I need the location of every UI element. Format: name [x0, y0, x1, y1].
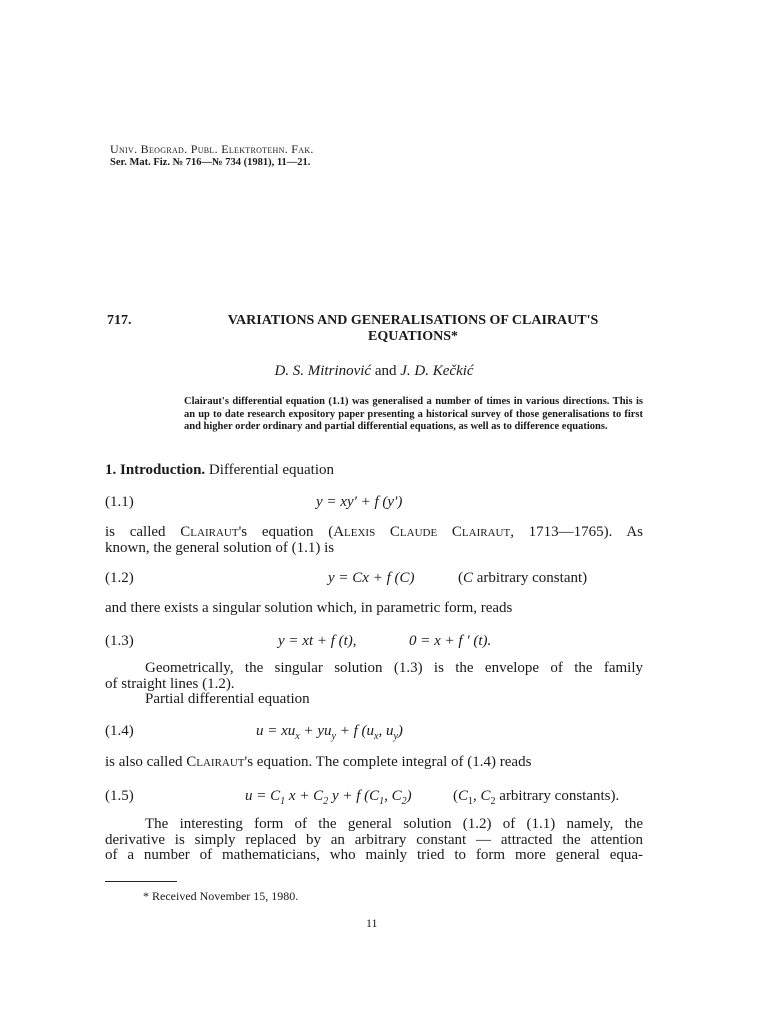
note-text: arbitrary constant): [476, 570, 588, 586]
eq-1-5-note: ($C_1$, $C_2$ arbitrary constants).: [453, 788, 620, 807]
eq-1-5: $u = C_1$ $x + C_2$ y + f ($C_1$, $C_2$): [245, 788, 412, 807]
text-line: known, the general solution of (1.1) is: [105, 539, 335, 556]
text-fragment: 's equation. The complete integral of (1.4) reads: [244, 754, 532, 770]
paper-number: 717.: [107, 313, 132, 328]
eq-1-4-label: (1.4): [105, 723, 134, 739]
author-2: J. D. Kečkić: [400, 363, 474, 379]
eq-1-3-a: y = xt + f (t),: [278, 633, 357, 649]
note-text: arbitrary constants).: [499, 788, 620, 804]
eq-1-1: y = xy′ + f (y′): [316, 494, 403, 510]
section-heading: 1. Introduction.: [105, 462, 206, 478]
author-1: D. S. Mitrinović: [274, 363, 372, 379]
name-full: Alexis Claude Clairaut: [333, 524, 511, 540]
section-intro-line: [105, 463, 643, 479]
paragraph-complete-integral: [105, 755, 643, 771]
text-fragment: is also called: [105, 754, 183, 770]
eq-1-3-label: (1.3): [105, 633, 134, 649]
journal-line: Univ. Beograd. Publ. Elektrotehn. Fak.: [110, 142, 314, 156]
page-number: 11: [366, 916, 378, 930]
paragraph-geometric: [105, 661, 643, 708]
paragraph-interesting-form: [105, 817, 643, 864]
text-line: and there exists a singular solution which, in parametric form, reads: [105, 600, 513, 616]
eq-1-2: y = Cx + f (C): [328, 570, 415, 586]
text-fragment: 's equation (: [238, 524, 334, 540]
authors: [105, 363, 643, 380]
section-intro-text: Differential equation: [208, 462, 335, 478]
footnote-rule: [105, 881, 177, 882]
paper-title-line1: VARIATIONS AND GENERALISATIONS OF CLAIRAUT'S: [227, 313, 599, 328]
text-line: of straight lines (1.2).: [105, 675, 235, 692]
paper-title-line2: EQUATIONS*: [368, 329, 458, 344]
eq-1-3-b: 0 = x + f ′ (t).: [409, 633, 492, 649]
eq-1-2-label: (1.2): [105, 570, 134, 586]
eq-1-2-note: (C arbitrary constant): [458, 570, 588, 586]
text-line: Geometrically, the singular solution (1.3) is the envelope of the family: [145, 660, 643, 676]
text-fragment: is called: [105, 524, 166, 540]
series-line: Ser. Mat. Fiz. № 716—№ 734 (1981), 11—21.: [110, 157, 311, 168]
eq-1-1-label: (1.1): [105, 494, 134, 510]
author-conjunction: and: [374, 363, 397, 379]
text-line: Partial differential equation: [145, 691, 310, 707]
text-line: derivative is simply replaced by an arbitrary constant — attracted the attention: [105, 831, 643, 848]
paragraph-clairaut: [105, 525, 643, 556]
name-clairaut: Clairaut: [180, 524, 239, 540]
eq-1-5-label: (1.5): [105, 788, 134, 804]
text-line: of a number of mathematicians, who mainly tried to form more general equa-: [105, 847, 643, 863]
text-fragment: , 1713—1765). As: [510, 524, 643, 540]
footnote: * Received November 15, 1980.: [143, 889, 299, 903]
text-line: The interesting form of the general solution (1.2) of (1.1) namely, the: [145, 816, 643, 832]
paragraph-singular: [105, 601, 643, 617]
abstract: Clairaut's differential equation (1.1) was generalised a number of times in various directions. This is an up to date research expository paper presenting a historical survey of those generalisations to first and higher order ordinary and partial differential equations, as well as to difference equations.: [184, 396, 643, 433]
eq-1-4: $u = xu_x + yu_y + f$ ($u_x$, $u_y$): [256, 723, 403, 742]
note-variable: C: [463, 570, 474, 586]
name-clairaut: Clairaut: [186, 754, 245, 770]
